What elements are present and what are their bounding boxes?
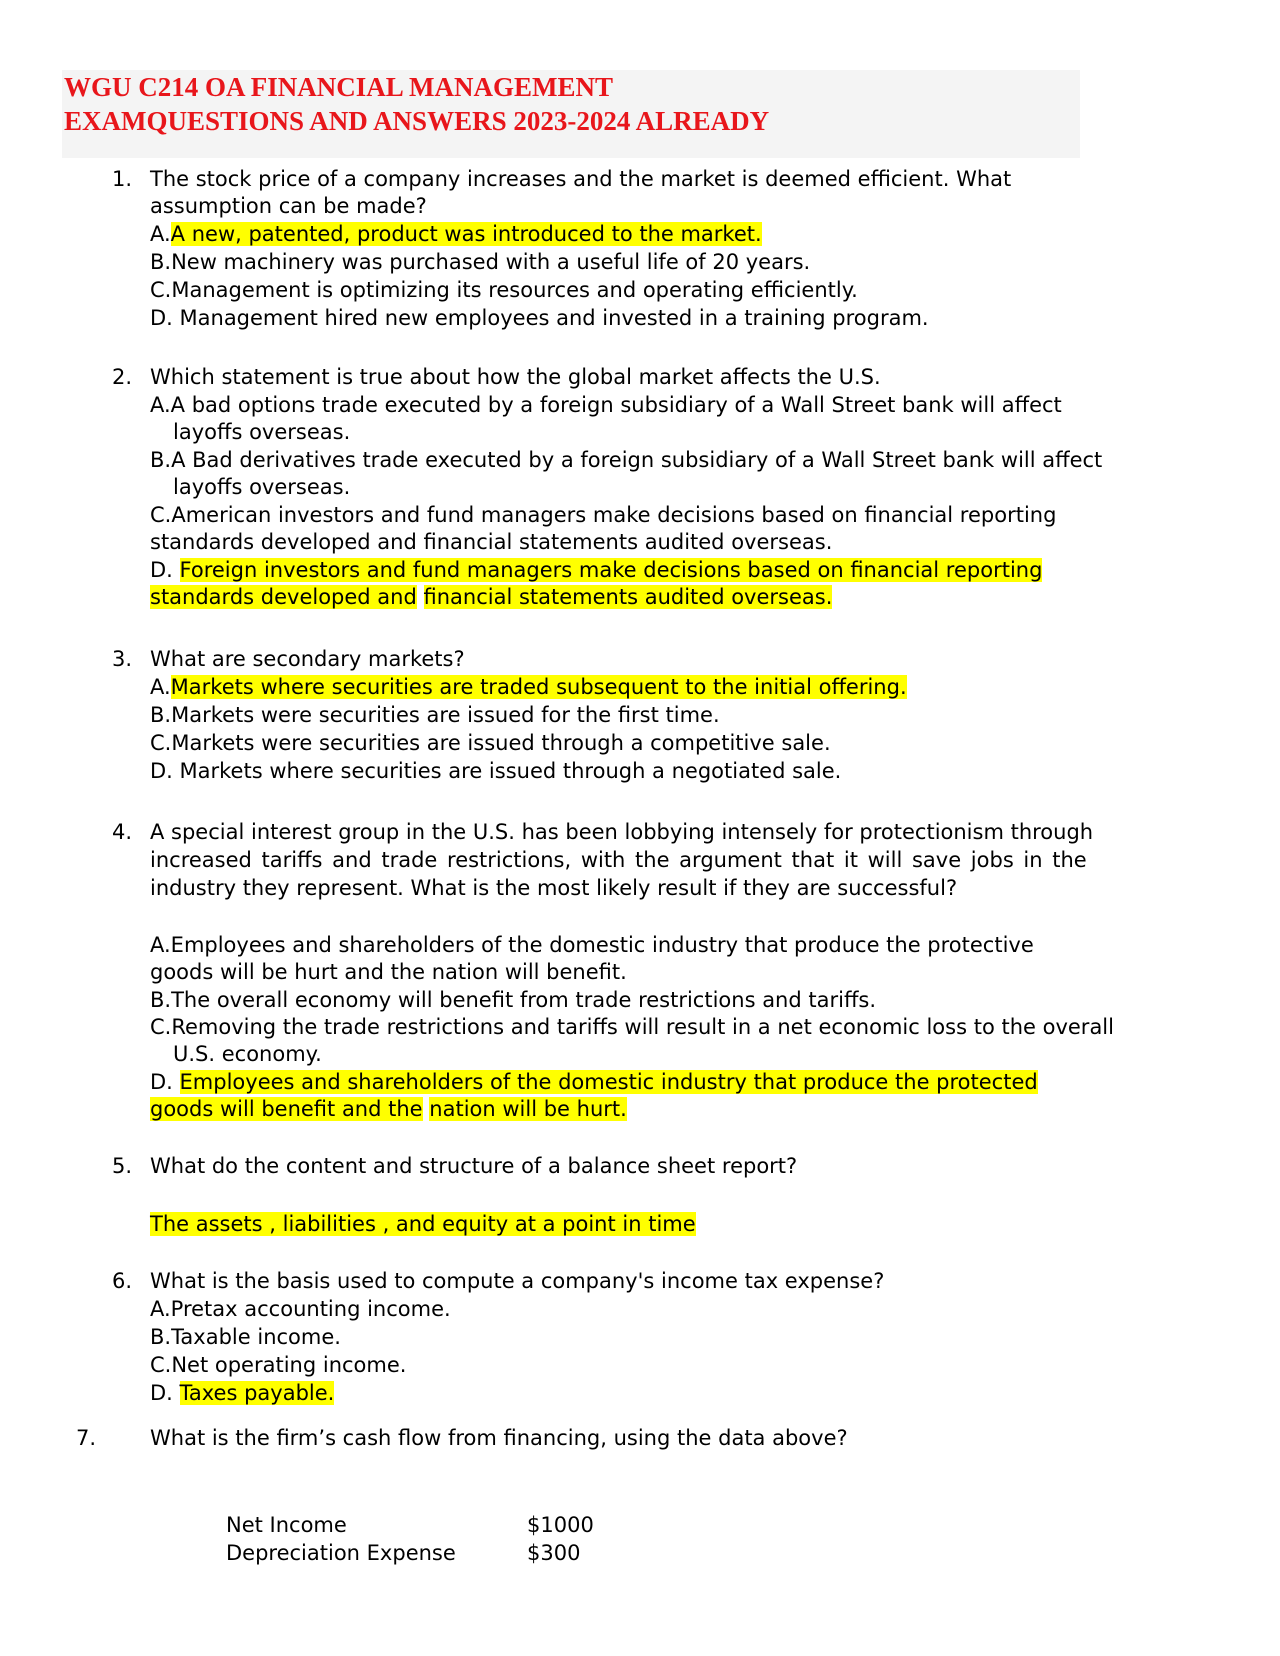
question-text: industry they represent. What is the most likely result if they are successful? [150,876,958,900]
option-d [150,1068,1038,1096]
question-number: 5. [112,1154,133,1178]
option-b: B.New machinery was purchased with a useful life of 20 years. [150,250,811,274]
option-c: C.Markets were securities are issued through a competitive sale. [150,731,831,755]
question-text: The stock price of a company increases and the market is deemed efficient. What [150,167,1012,191]
correct-answer: Employees and shareholders of the domestic industry that produce the protected [179,1070,1038,1094]
option-letter: D. [150,1070,180,1094]
question-text: assumption can be made? [150,194,427,218]
question-number: 6. [112,1269,133,1293]
option-b: B.Markets were securities are issued for the first time. [150,703,720,727]
data-row-label: Depreciation Expense [226,1541,456,1565]
question-text: What is the firm’s cash flow from financing, using the data above? [150,1426,848,1450]
option-b-continued: layoffs overseas. [173,475,351,499]
correct-answer: Markets where securities are traded subsequent to the initial offering. [170,675,907,699]
option-a [150,220,762,248]
question-text: What are secondary markets? [150,647,465,671]
option-c: C.American investors and fund managers make decisions based on financial reporting [150,503,1057,527]
option-d-continued [150,1095,627,1123]
correct-answer: A new, patented, product was introduced to the market. [170,222,762,246]
option-d [150,1379,334,1407]
question-number: 2. [112,365,133,389]
correct-answer: The assets , liabilities , and equity at a point in time [150,1212,696,1236]
option-a: A.Pretax accounting income. [150,1297,451,1321]
question-number: 4. [112,820,133,844]
option-d: D. Management hired new employees and invested in a training program. [150,306,929,330]
option-letter: D. [150,1381,180,1405]
correct-answer: Taxes payable. [179,1381,335,1405]
option-a: A.A bad options trade executed by a foreign subsidiary of a Wall Street bank will affect [150,393,1062,417]
data-row-value: $1000 [527,1513,594,1537]
correct-answer: Foreign investors and fund managers make decisions based on financial reporting [179,558,1043,582]
document-title-line-1: WGU C214 OA FINANCIAL MANAGEMENT [64,72,614,102]
option-d: D. Markets where securities are issued through a negotiated sale. [150,759,842,783]
correct-answer: financial statements audited overseas. [423,585,833,609]
option-a [150,673,907,701]
data-row-value: $300 [527,1541,581,1565]
correct-answer: nation will be hurt. [429,1097,627,1121]
option-a-continued: layoffs overseas. [173,420,351,444]
answer-line [150,1210,696,1238]
option-c: C.Net operating income. [150,1353,407,1377]
question-number: 3. [112,647,133,671]
question-text: A special interest group in the U.S. has been lobbying intensely for protectionism through [150,820,1094,844]
correct-answer: standards developed and [150,585,417,609]
question-text: What do the content and structure of a balance sheet report? [150,1154,798,1178]
document-title-line-2: EXAMQUESTIONS AND ANSWERS 2023-2024 ALREADY [64,106,770,136]
option-b: B.The overall economy will benefit from trade restrictions and tariffs. [150,988,877,1012]
option-c-continued: U.S. economy. [173,1042,322,1066]
data-row-label: Net Income [226,1513,347,1537]
option-b: B.Taxable income. [150,1325,341,1349]
option-b: B.A Bad derivatives trade executed by a foreign subsidiary of a Wall Street bank will affect [150,448,1103,472]
option-letter: A. [150,675,171,699]
option-a: A.Employees and shareholders of the domestic industry that produce the protective [150,933,1034,957]
option-a-continued: goods will be hurt and the nation will benefit. [150,960,627,984]
option-letter: D. [150,558,180,582]
option-c-continued: standards developed and financial statements audited overseas. [150,530,833,554]
correct-answer: goods will benefit and the [150,1097,423,1121]
option-c: C.Management is optimizing its resources and operating efficiently. [150,278,858,302]
option-d [150,556,1042,584]
question-text: What is the basis used to compute a company's income tax expense? [150,1269,885,1293]
option-d-continued [150,583,832,611]
question-text: increased tariffs and trade restrictions, with the argument that it will save jobs in the [150,848,1087,872]
question-text: Which statement is true about how the global market affects the U.S. [150,365,881,389]
question-number: 1. [112,167,133,191]
question-number: 7. [76,1426,97,1450]
option-c: C.Removing the trade restrictions and tariffs will result in a net economic loss to the overall [150,1015,1114,1039]
option-letter: A. [150,222,171,246]
